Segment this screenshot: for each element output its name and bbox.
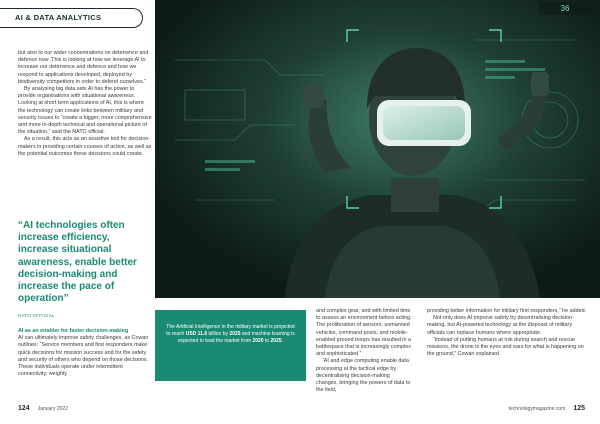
section-tag-label: AI & DATA ANALYTICS — [15, 13, 102, 22]
paragraph: By analysing big data sets AI has the power to provide organisations with situational awareness. Looking at short term applications of AI, this is where the technology can create links between military and security issues to “create a bigger, more comprehensive and more in-depth technical and operational picture of the situation,” said the NATO official. — [18, 86, 152, 136]
fact-box — [155, 310, 306, 381]
paragraph: Not only does AI improve safety by decentralising decision-making, but AI-powered technology at the disposal of military officials can replace humans where appropriate. — [427, 315, 574, 336]
section-tag — [0, 8, 143, 28]
fact-year: 2025 — [270, 338, 282, 344]
fact-year: 2020 — [252, 338, 264, 344]
paragraph: As a result, this acts as an assistive tool for decision-makers in providing certain courses of action, as well as the potential outcomes these decisions could create. — [18, 136, 152, 157]
fact-text: . — [281, 338, 284, 344]
fact-text: to — [264, 338, 270, 344]
hero-image — [155, 0, 600, 298]
paragraph: “Instead of putting humans at risk during search and rescue missions, the drone is the eyes and ears for what is happening on the ground,” Cowan explained. — [427, 336, 584, 358]
fact-text: The Artificial Intelligence in the military market is projected to reach — [166, 324, 295, 337]
footer-left — [18, 405, 68, 412]
page-number: 124 — [18, 405, 30, 412]
paragraph: but also to our wider concentrations on deterrence and defence now. This is looking at how we leverage AI to increase our deterrence and defence and how we respond to applications developed, deployed by biodiversity competitors in order to defend ourselves.” — [18, 50, 149, 85]
fact-text: and machine learning is expected to lead the market from — [177, 331, 295, 344]
article-column-2 — [18, 328, 152, 378]
pull-quote: “AI technologies often increase efficiency, increase situational awareness, enable better decision-making and increase the pace of operation” — [18, 220, 137, 305]
issue-date: January 2022 — [37, 406, 68, 412]
paragraph: providing better information for military first responders,” he added. — [427, 308, 587, 314]
fact-text: billion by — [208, 331, 228, 337]
paragraph: “AI and edge computing enable data processing at the tactical edge by decentralising decision-making changes, bringing the powers of data to the field, — [316, 358, 411, 394]
article-column-4 — [427, 308, 587, 358]
paragraph: and complex gear, and with limited time to assess an environment before acting. The proliferation of sensors, unmanned vehicles, command posts, and mobile-enabled ground troops has resulted in a battlespace that is increasingly complex and sophisticated.” — [316, 308, 412, 358]
footer-right — [509, 405, 585, 412]
vr-soldier-illustration — [155, 0, 600, 298]
fact-year: 2025 — [229, 331, 241, 337]
quote-attribution: NATO OFFICIAL — [18, 313, 55, 318]
fact-amount: USD 11.6 — [185, 331, 208, 337]
paragraph: AI can ultimately improve safety challenges, as Cowan outlines: “Service members and first responders make quick decisions for mission success and for the safety and security of others who depend on those decisions. These individuals operate under intermittent connectivity, weighty — [18, 335, 149, 378]
article-column-1 — [18, 50, 152, 158]
hud-readout: 36 — [560, 4, 570, 13]
page-number: 125 — [573, 405, 585, 412]
article-column-3 — [316, 308, 413, 394]
website-link[interactable]: technologymagazine.com — [508, 406, 566, 412]
subheading: AI as an enabler for faster decision-making — [18, 328, 129, 334]
